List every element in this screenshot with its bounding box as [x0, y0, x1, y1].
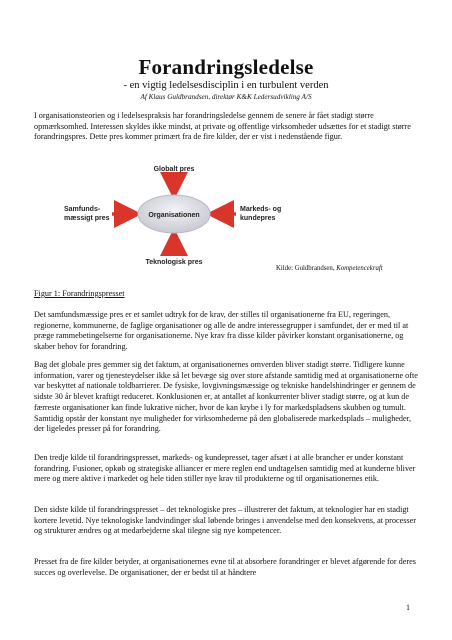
source-prefix: Kilde: Guldbrandsen, — [276, 265, 337, 272]
top-label: Globalt pres — [153, 166, 195, 173]
document-author: Af Klaus Guldbrandsen, direktør K&K Ledersudvikling A/S — [140, 93, 312, 101]
pressure-diagram — [56, 160, 296, 268]
center-label: Organisationen — [148, 212, 200, 219]
right-label-line1: Markeds- og — [240, 206, 282, 213]
document-title: Forandringsledelse — [138, 55, 314, 79]
figure-source — [276, 265, 436, 272]
page-number: 1 — [406, 603, 410, 612]
bottom-label: Teknologisk pres — [145, 259, 203, 266]
source-title: Kompetencekraft — [336, 265, 383, 272]
paragraph-market: Den tredje kilde til forandringspresset, markeds- og kundepresset, tager afsæt i at alle brancher er under konstant forandring. Fusioner, opkøb og strategiske alliancer er mere reglen end undtagelsen samtidig med at kunderne bliver mere og mere aktive i markedet og hele tiden stiller nye krav til produkterne og til organisationernes etik. — [34, 453, 416, 484]
right-label-line2: kundepres — [240, 215, 276, 222]
left-label-line1: Samfunds- — [64, 206, 101, 213]
paragraph-technology: Den sidste kilde til forandringspresset – det teknologiske pres – illustrerer det faktum, at teknologier har en stadigt kortere levetid. Nye teknologiske landvindinger skal løbende bringes i anvendelse med den konsekvens, at processer og strukturer ændres og at medarbejderne skal tilegne sig nye kompetencer. — [34, 505, 416, 536]
intro-paragraph: I organisationsteorien og i ledelsespraksis har forandringsledelse gennem de senere år fået stadigt større opmærksomhed. Interessen skyldes ikke mindst, at private og offentlige virksomheder udsættes for et stadigt større forandringspres. Dette pres kommer primært fra de fire kilder, der er vist i nedenstående figur. — [34, 111, 411, 142]
paragraph-conclusion: Presset fra de fire kilder betyder, at organisationernes evne til at absorbere forandringer er blevet afgørende for deres succes og overlevelse. De organisationer, der er bedst til at håndtere — [34, 557, 416, 577]
left-label-line2: mæssigt pres — [64, 215, 110, 222]
paragraph-societal: Det samfundsmæssige pres er et samlet udtryk for de krav, der stilles til organisationerne fra EU, regeringen, regionerne, kommunerne, de faglige organisationer og alle de andre interessegrupper i samfundet, der er med til at præge rammebetingelserne for organisationerne. Nye krav fra disse kilder påvirker konstant organisationerne, og skaber behov for forandring. — [34, 310, 409, 352]
paragraph-global: Bag det globale pres gemmer sig det faktum, at organisationernes omverden bliver stadigt større. Tidligere kunne information, varer og tjenesteydelser ikke så let bevæge sig over store afstande samtidig med at organisationerne ofte var beskyttet af nationale toldbarrierer. De fysiske, lovgivningsmæssige og tekniske handelshindringer er gennem de sidste 30 år blevet kraftigt reduceret. Konklusionen er, at antallet af konkurrenter bliver stadigt større, og at kun de færreste organisationer kan finde lukrative nicher, hvor de kan krybe i ly for markedspladsens skubben og tumult. Samtidig opstår der konstant nye muligheder for virksomhederne på den globaliserede markedsplads – muligheder, der ligeledes presser på for forandring. — [34, 360, 418, 434]
document-subtitle: - en vigtig ledelsesdisciplin i en turbulent verden — [123, 80, 329, 91]
figure-caption: Figur 1: Forandringspresset — [34, 289, 125, 298]
